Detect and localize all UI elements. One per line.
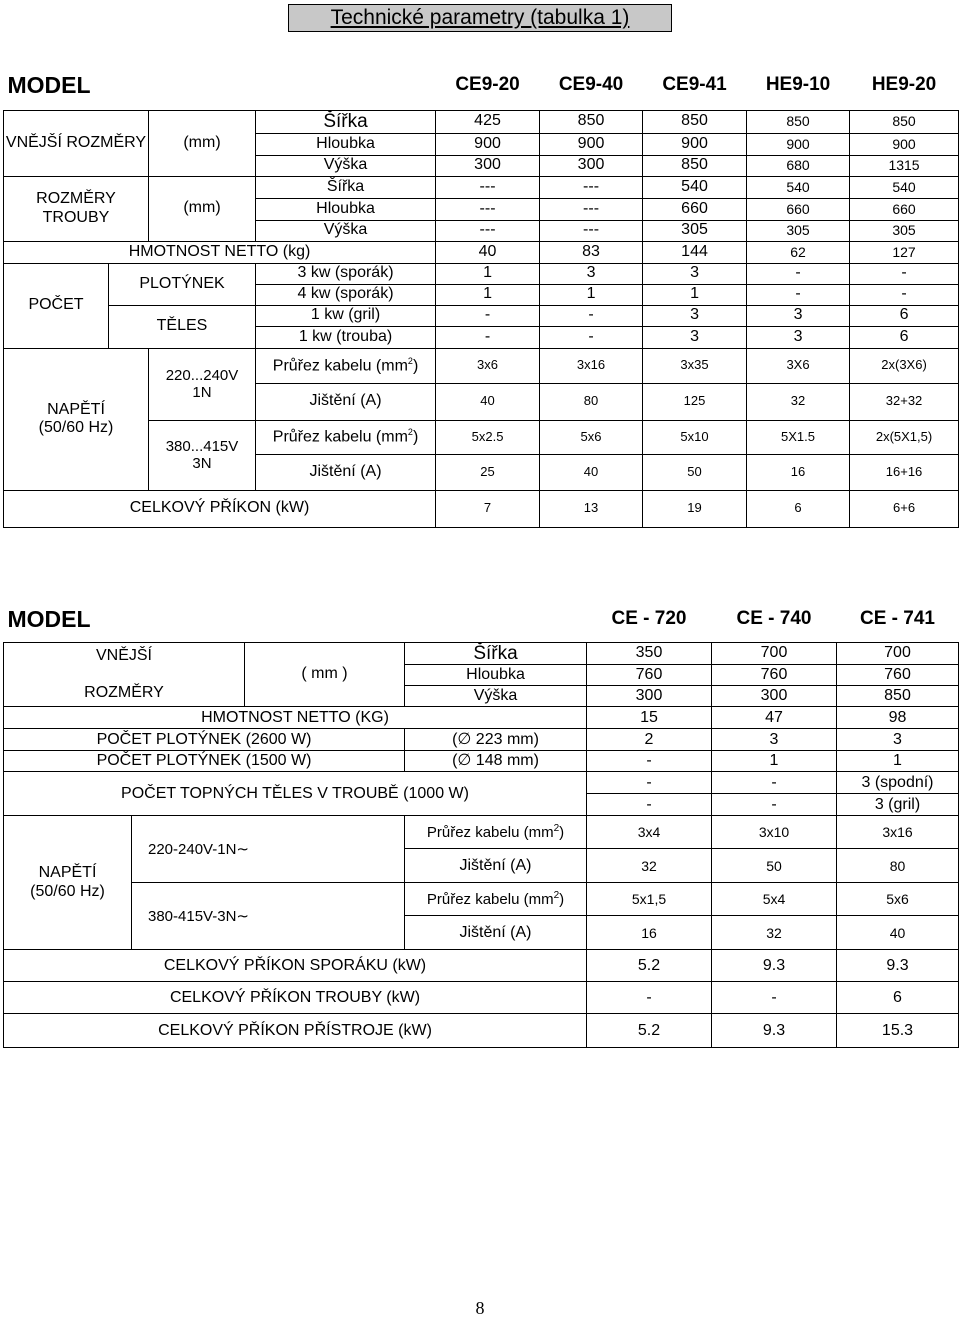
cell: 6 [747,490,850,527]
table-row [4,110,959,133]
diameter-value: 148 mm [475,752,534,770]
cell: 50 [712,849,837,883]
cable-label [405,883,587,916]
cell: - [587,772,712,794]
row-label: Výška [405,686,587,707]
cell: --- [540,220,643,241]
cell: 850 [643,155,747,176]
cell: 305 [747,220,850,241]
cable-close: ) [559,824,565,842]
cell: 3x16 [837,816,959,849]
cell: - [712,794,837,816]
cell: 660 [747,198,850,220]
cell: 3 [837,729,959,751]
cable-text: Průřez kabelu (mm [272,356,408,374]
cable-text: Průřez kabelu (mm [272,428,408,446]
cell: - [436,326,540,348]
weight-label: HMOTNOST NETTO (kg) [4,241,436,263]
cell: 540 [747,176,850,198]
model-name: CE9-20 [455,74,520,96]
outer-dims-label [4,642,245,707]
model-name: CE - 741 [860,608,935,630]
cell: 25 [436,454,540,490]
row-label: Šířka [256,176,436,198]
cell: 6 [850,326,959,348]
cell: 3 [643,263,747,284]
voltage-1n-label: 220-240V-1N∼ [132,816,405,883]
table-row [4,729,959,751]
cell: 15.3 [837,1014,959,1048]
cell: --- [540,176,643,198]
cell: 900 [850,133,959,155]
cell: 900 [643,133,747,155]
cell: 32+32 [850,383,959,420]
row-label: 4 kw (sporák) [256,284,436,305]
outer-dims-label: VNĚJŠÍ ROZMĚRY [4,110,149,176]
cell: - [587,982,712,1014]
cell: --- [436,198,540,220]
cell: 850 [540,110,643,133]
cell: --- [436,176,540,198]
cable-label [256,348,436,383]
cable-superscript: 2 [553,823,560,835]
cell: 50 [643,454,747,490]
row-label: Šířka [256,110,436,133]
cell: - [747,284,850,305]
cell: 7 [436,490,540,527]
cell: 680 [747,155,850,176]
phase-value: 3N [192,455,212,472]
cell: --- [436,220,540,241]
cell: --- [540,198,643,220]
cell: 40 [436,383,540,420]
technical-parameters-table-2 [3,597,959,1048]
plates-1500-label: POČET PLOTÝNEK (1500 W) [4,751,405,772]
cable-label [256,420,436,454]
cell: 3x10 [712,816,837,849]
cell: 3 [747,326,850,348]
cell: 1 [643,284,747,305]
model-name: CE - 740 [736,608,812,630]
cable-text: Průřez kabelu (mm [426,891,554,909]
cell: 15 [587,707,712,729]
model-header-row [4,61,959,110]
cell: 3 [540,263,643,284]
table-row [4,1014,959,1048]
cell: 13 [540,490,643,527]
cell: 6 [850,305,959,326]
cable-superscript: 2 [553,890,560,902]
cell: 300 [540,155,643,176]
cell: 300 [436,155,540,176]
table-row [4,176,959,198]
cell: 900 [540,133,643,155]
page-title: Technické parametry (tabulka 1) [288,4,672,32]
cell: 3 (gril) [837,794,959,816]
cell: 660 [850,198,959,220]
cell: 62 [747,241,850,263]
cell: 3 (spodní) [837,772,959,794]
cell: 1315 [850,155,959,176]
cell: 5x2.5 [436,420,540,454]
count-label: POČET [4,263,109,348]
model-name: HE9-20 [871,74,937,96]
cell: 5x6 [540,420,643,454]
cell: 305 [850,220,959,241]
oven-dims-label: ROZMĚRY TROUBY [4,176,149,241]
cell: 6 [837,982,959,1014]
table-row [4,950,959,982]
table-row [4,305,959,326]
cell: 32 [712,916,837,950]
cell: 83 [540,241,643,263]
cell: 850 [850,110,959,133]
cell: - [712,982,837,1014]
technical-parameters-table-1 [3,61,959,528]
table-row [4,490,959,527]
voltage-1n-label [149,348,256,420]
row-label: Výška [256,220,436,241]
cell: 3x35 [643,348,747,383]
table-row [4,707,959,729]
voltage-label [4,816,132,950]
cell: 425 [436,110,540,133]
cell: 5.2 [587,1014,712,1048]
cell: 144 [643,241,747,263]
row-label: Hloubka [405,665,587,686]
cell: 16 [747,454,850,490]
cable-close: ) [412,356,419,374]
plates-2600-label: POČET PLOTÝNEK (2600 W) [4,729,405,751]
model-label: MODEL [7,72,91,99]
cell: 80 [540,383,643,420]
cell: 2x(5X1,5) [850,420,959,454]
cell: 40 [540,454,643,490]
cell: 32 [587,849,712,883]
cell: 40 [436,241,540,263]
model-name: CE9-40 [558,74,624,96]
weight-label: HMOTNOST NETTO (KG) [4,707,587,729]
cell: 3 [712,729,837,751]
cell: 2x(3X6) [850,348,959,383]
unit-label: (mm) [149,176,256,241]
cell: - [850,263,959,284]
cell: 3x16 [540,348,643,383]
cell: 125 [643,383,747,420]
cell: 9.3 [837,950,959,982]
voltage-3n-label [149,420,256,490]
diameter-icon: ∅ [457,752,472,770]
cell: 16+16 [850,454,959,490]
cell: 850 [747,110,850,133]
cell: 5x1,5 [587,883,712,916]
outer-dims-line-1: VNĚJŠÍ [95,646,152,664]
table-row [4,751,959,772]
model-label: MODEL [7,606,91,633]
cell: 5x4 [712,883,837,916]
cell: 32 [747,383,850,420]
phase-value: 1N [192,384,212,401]
diameter-icon: ∅ [457,730,472,748]
voltage-value: 220...240V [165,366,239,384]
cell: - [436,305,540,326]
cell: 3 [747,305,850,326]
row-label: 1 kw (gril) [256,305,436,326]
cable-text: Průřez kabelu (mm [426,824,554,842]
cell: - [712,772,837,794]
cell: 1 [436,263,540,284]
table-row [4,241,959,263]
cell: 1 [436,284,540,305]
cell: 9.3 [712,1014,837,1048]
power-stove-label: CELKOVÝ PŘÍKON SPORÁKU (kW) [4,950,587,982]
cell: 47 [712,707,837,729]
cable-superscript: 2 [407,427,413,438]
cell: 127 [850,241,959,263]
row-label: 1 kw (trouba) [256,326,436,348]
cell: 16 [587,916,712,950]
row-label: Šířka [405,642,587,665]
unit-label: (mm) [149,110,256,176]
voltage-text: NAPĚTÍ [38,864,97,882]
cell: 3x6 [436,348,540,383]
cell: 760 [712,665,837,686]
model-header-row [4,597,959,642]
row-label: 3 kw (sporák) [256,263,436,284]
power-label: CELKOVÝ PŘÍKON (kW) [4,490,436,527]
voltage-3n-label: 380-415V-3N∼ [132,883,405,950]
cell: 1 [837,751,959,772]
fuse-label: Jištění (A) [405,849,587,883]
cell: 300 [712,686,837,707]
cell: 850 [643,110,747,133]
cell: 2 [587,729,712,751]
fuse-label: Jištění (A) [256,454,436,490]
row-label: Hloubka [256,133,436,155]
frequency-text: (50/60 Hz) [38,419,114,436]
cell: 350 [587,642,712,665]
model-name: CE - 720 [611,608,687,630]
cell: 660 [643,198,747,220]
cell: - [747,263,850,284]
cell: 40 [837,916,959,950]
cell: 3 [643,305,747,326]
cell: 5X1.5 [747,420,850,454]
cell: 700 [837,642,959,665]
cable-close: ) [559,891,565,909]
voltage-text: NAPĚTÍ [47,400,105,418]
oven-elements-label: POČET TOPNÝCH TĚLES V TROUBĚ (1000 W) [4,772,587,816]
table-row [4,816,959,849]
outer-dims-line-2: ROZMĚRY [84,683,164,701]
voltage-value: 380...415V [165,437,239,455]
cell: 850 [837,686,959,707]
model-name: CE9-41 [662,74,727,96]
cell: 9.3 [712,950,837,982]
cell: 300 [587,686,712,707]
plate-diameter: (∅ 148 mm) [405,751,587,772]
cell: 1 [540,284,643,305]
table-row [4,263,959,284]
cell: 5x6 [837,883,959,916]
cell: - [587,751,712,772]
cell: 900 [747,133,850,155]
cell: 305 [643,220,747,241]
cell: 760 [587,665,712,686]
table-row [4,642,959,665]
cell: - [850,284,959,305]
elements-label: TĚLES [109,305,256,348]
fuse-label: Jištění (A) [256,383,436,420]
cell: 98 [837,707,959,729]
row-label: Hloubka [256,198,436,220]
cell: 900 [436,133,540,155]
cable-superscript: 2 [407,355,413,366]
frequency-text: (50/60 Hz) [30,882,105,900]
cell: 6+6 [850,490,959,527]
table-row [4,982,959,1014]
cell: 3X6 [747,348,850,383]
unit-label: ( mm ) [245,642,405,707]
model-name: HE9-10 [765,74,831,96]
row-label: Výška [256,155,436,176]
diameter-value: 223 mm [475,730,534,748]
power-oven-label: CELKOVÝ PŘÍKON TROUBY (kW) [4,982,587,1014]
voltage-label [4,348,149,490]
plates-label: PLOTÝNEK [109,263,256,305]
cell: 540 [643,176,747,198]
cell: - [587,794,712,816]
page-number: 8 [475,1298,485,1318]
table-row [4,883,959,916]
cell: 5x10 [643,420,747,454]
cable-close: ) [412,428,419,446]
fuse-label: Jištění (A) [405,916,587,950]
cell: 80 [837,849,959,883]
cell: 760 [837,665,959,686]
cell: 3x4 [587,816,712,849]
cell: 700 [712,642,837,665]
cell: - [540,305,643,326]
plate-diameter: (∅ 223 mm) [405,729,587,751]
cell: - [540,326,643,348]
cell: 19 [643,490,747,527]
cable-label [405,816,587,849]
table-row [4,772,959,794]
power-total-label: CELKOVÝ PŘÍKON PŘÍSTROJE (kW) [4,1014,587,1048]
cell: 1 [712,751,837,772]
table-row [4,348,959,383]
cell: 3 [643,326,747,348]
cell: 540 [850,176,959,198]
cell: 5.2 [587,950,712,982]
